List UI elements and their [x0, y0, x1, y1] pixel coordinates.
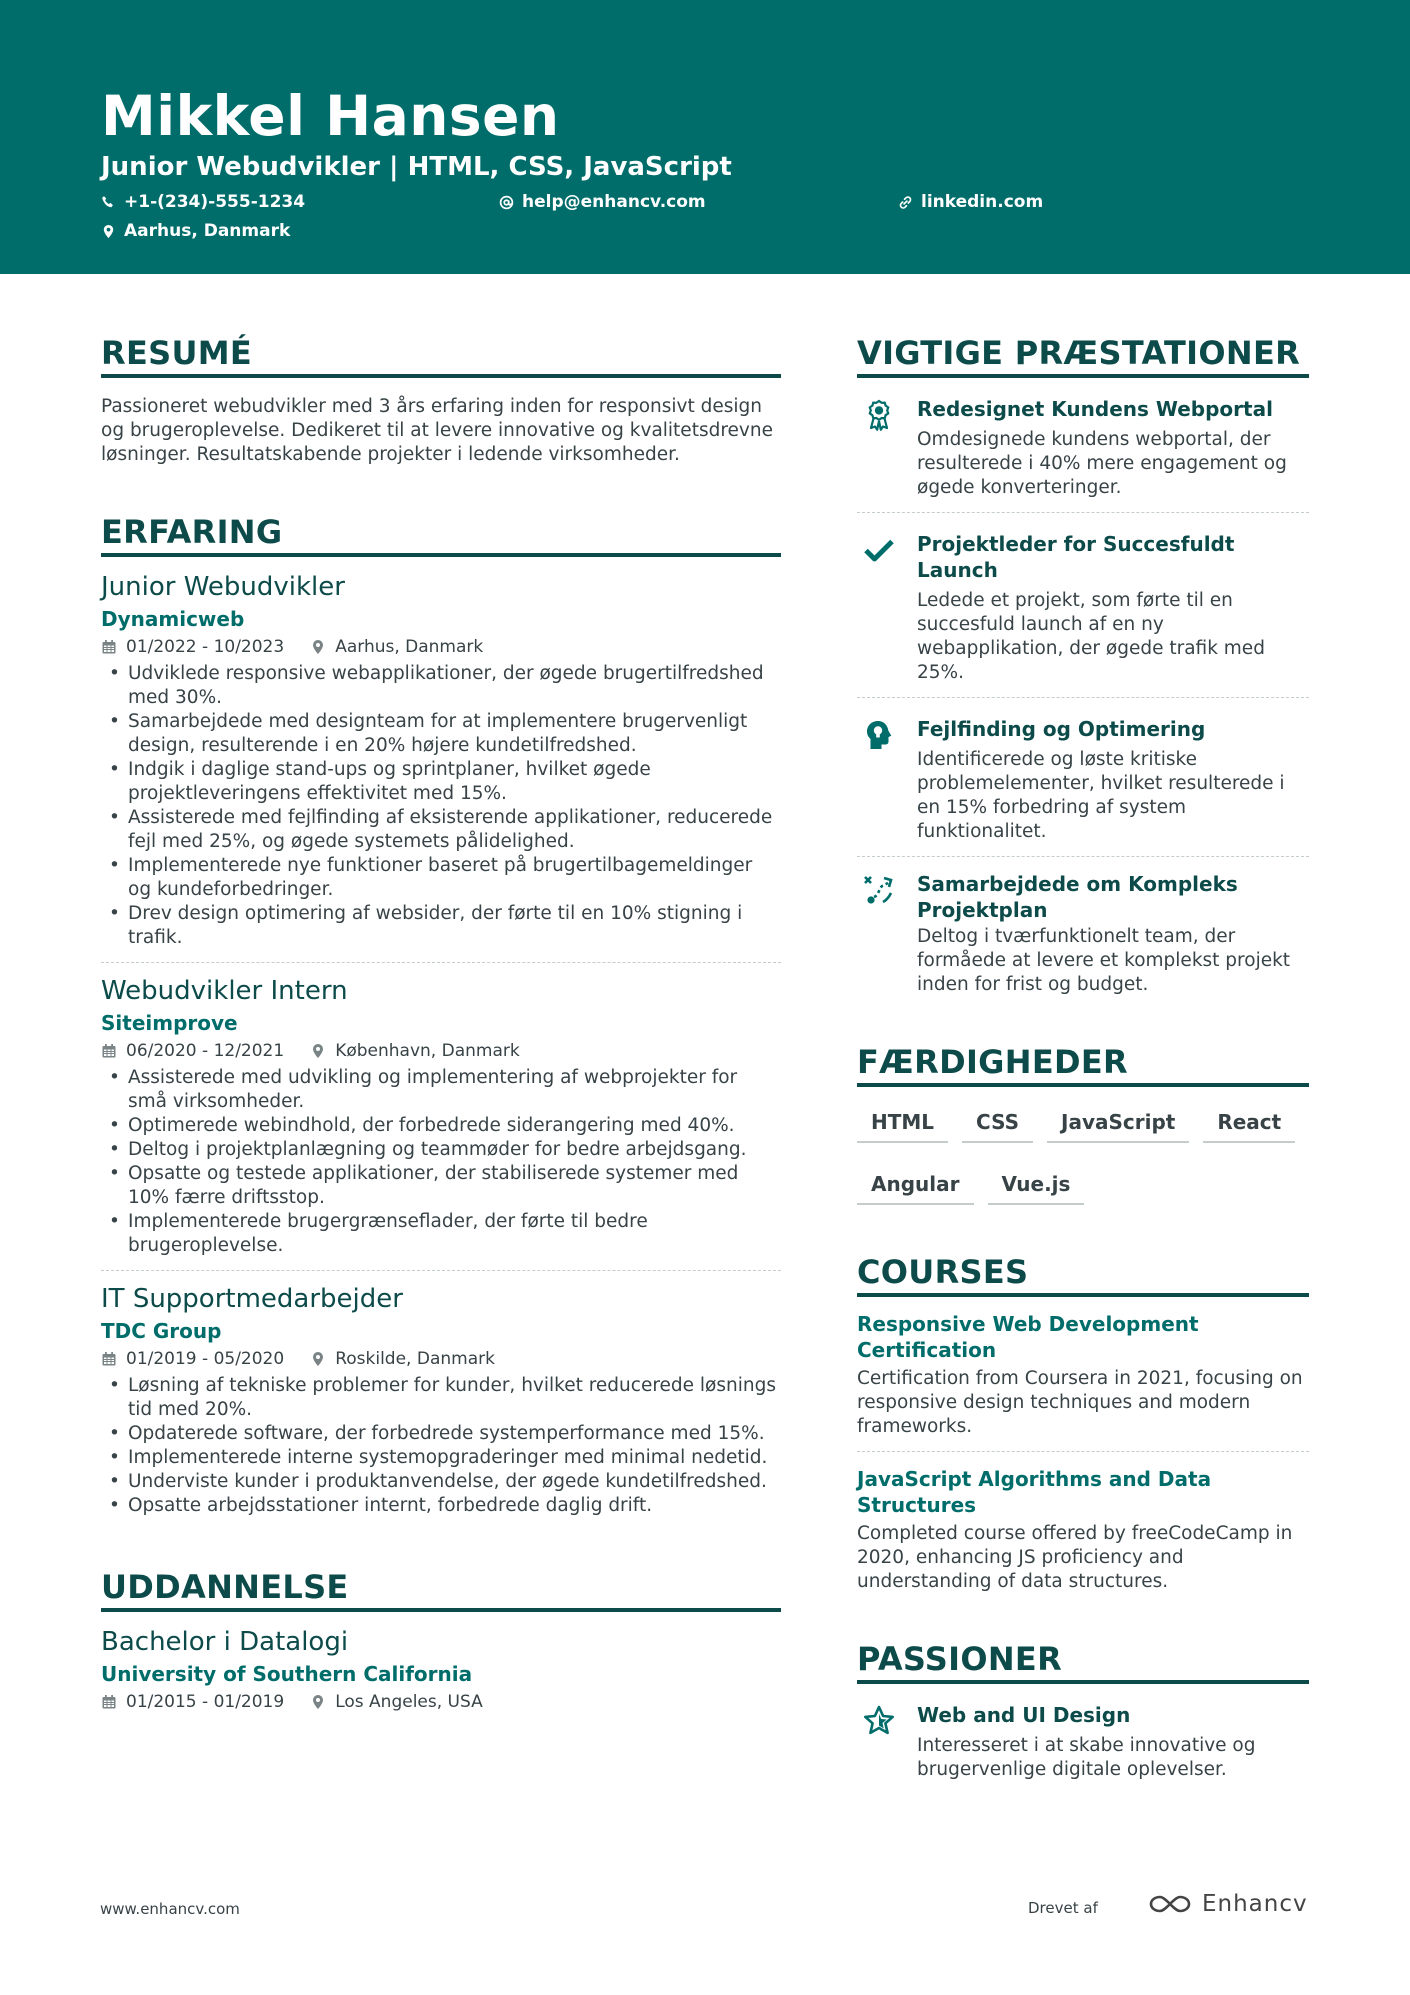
job-bullet: • Implementerede interne systemopgraderinger med minimal nedetid. [101, 1446, 781, 1470]
infinity-logo-icon [1146, 1890, 1194, 1918]
skills-heading: FÆRDIGHEDER [857, 1043, 1309, 1087]
achievement-text: Identificerede og løste kritiske problemelementer, hvilket resulterede i en 15% forbedring af system funktionalitet. [917, 749, 1285, 842]
enhancv-logo[interactable] [1146, 1890, 1308, 1918]
location-pin-icon [310, 1694, 326, 1710]
achievement-text: Deltog i tværfunktionelt team, der formåede at levere et komplekst projekt inden for frist og budget. [917, 926, 1291, 995]
head-lightbulb-icon [862, 718, 896, 752]
right-column [857, 334, 1309, 1782]
left-column [101, 334, 781, 1713]
passion-text: Interesseret i at skabe innovative og brugervenlige digitale oplevelser. [917, 1735, 1256, 1780]
link-icon [898, 195, 913, 210]
education-entry [101, 1626, 781, 1713]
job-bullet: • Deltog i projektplanlægning og teammøder for bedre arbejdsgang. [101, 1138, 781, 1162]
calendar-icon [101, 1351, 117, 1367]
achievement-title: Projektleder for Succesfuldt Launch [917, 532, 1235, 582]
job-bullet: • Opsatte arbejdsstationer internt, forbedrede daglig drift. [101, 1494, 781, 1518]
job-company: TDC Group [101, 1319, 222, 1343]
job-bullet: • Optimerede webindhold, der forbedrede siderangering med 40%. [101, 1114, 781, 1138]
experience-heading: ERFARING [101, 513, 781, 557]
checkmark-icon [862, 533, 896, 567]
education-dates: 01/2015 - 01/2019 [126, 1692, 285, 1712]
job-bullet: • Assisterede med fejlfinding af eksisterende applikationer, reducerede fejl med 25%, og øgede systemets pålidelighed. [101, 806, 781, 854]
course-text: Certification from Coursera in 2021, focusing on responsive design techniques and modern frameworks. [857, 1368, 1303, 1437]
skill-tag: JavaScript [1047, 1109, 1189, 1143]
achievement-text: Ledede et projekt, som førte til en succesfuld launch af en ny webapplikation, der øgede trafik med 25%. [917, 590, 1265, 683]
job-bullet: • Indgik i daglige stand-ups og sprintplaner, hvilket øgede projektleveringens effektivitet med 15%. [101, 758, 781, 806]
contact-phone[interactable] [101, 192, 305, 212]
course-text: Completed course offered by freeCodeCamp in 2020, enhancing JS proficiency and understanding of data structures. [857, 1523, 1293, 1592]
courses-heading: COURSES [857, 1253, 1309, 1297]
job-meta [101, 1348, 781, 1370]
calendar-icon [101, 1043, 117, 1059]
passion-item [857, 1702, 1309, 1782]
achievements-heading: VIGTIGE PRÆSTATIONER [857, 334, 1309, 378]
job-bullet: • Løsning af tekniske problemer for kunder, hvilket reducerede løsnings tid med 20%. [101, 1374, 781, 1422]
job-location: Aarhus, Danmark [335, 637, 484, 657]
skill-tag: Vue.js [988, 1171, 1085, 1205]
job-meta [101, 636, 781, 658]
job-title: Junior Webudvikler [101, 572, 345, 602]
strategy-path-icon [862, 873, 896, 907]
job-bullets [101, 662, 781, 950]
achievement-title: Fejlfinding og Optimering [917, 717, 1206, 741]
achievement-item [857, 531, 1309, 685]
location-pin-icon [310, 639, 326, 655]
star-icon [862, 1704, 896, 1738]
job-bullet: • Implementerede brugergrænseflader, der førte til bedre brugeroplevelse. [101, 1210, 781, 1258]
education-meta [101, 1691, 781, 1713]
job-entry [101, 975, 781, 1258]
divider [857, 856, 1309, 857]
divider [857, 697, 1309, 698]
achievement-item [857, 716, 1309, 844]
phone-text: +1-(234)-555-1234 [124, 192, 306, 212]
email-text: help@enhancv.com [522, 192, 706, 212]
skill-tag: HTML [857, 1109, 948, 1143]
location-pin-icon [310, 1043, 326, 1059]
contact-email[interactable] [499, 192, 706, 212]
job-bullet: • Samarbejdede med designteam for at implementere brugervenligt design, resulterende i en 20% højere kundetilfredshed. [101, 710, 781, 758]
job-location: København, Danmark [335, 1041, 520, 1061]
calendar-icon [101, 1694, 117, 1710]
job-entry [101, 571, 781, 950]
skill-tag: React [1203, 1109, 1295, 1143]
location-text: Aarhus, Danmark [124, 221, 291, 241]
job-dates: 01/2019 - 05/2020 [126, 1349, 285, 1369]
footer-powered-by: Drevet af [1028, 1899, 1098, 1917]
course-item [857, 1466, 1309, 1594]
contact-location [101, 221, 290, 241]
phone-icon [101, 195, 116, 210]
job-company: Siteimprove [101, 1011, 238, 1035]
achievement-item [857, 871, 1309, 997]
passions-heading: PASSIONER [857, 1640, 1309, 1684]
job-bullet: • Underviste kunder i produktanvendelse, der øgede kundetilfredshed. [101, 1470, 781, 1494]
linkedin-text: linkedin.com [921, 192, 1044, 212]
job-bullet: • Udviklede responsive webapplikationer, der øgede brugertilfredshed med 30%. [101, 662, 781, 710]
passion-title: Web and UI Design [917, 1703, 1131, 1727]
job-bullet: • Implementerede nye funktioner baseret på brugertilbagemeldinger og kundeforbedringer. [101, 854, 781, 902]
education-heading: UDDANNELSE [101, 1568, 781, 1612]
job-bullets [101, 1374, 781, 1518]
job-dates: 01/2022 - 10/2023 [126, 637, 285, 657]
brand-name: Enhancv [1202, 1891, 1308, 1917]
course-title: Responsive Web Development Certification [857, 1312, 1199, 1362]
degree-title: Bachelor i Datalogi [101, 1627, 349, 1657]
job-title: Webudvikler Intern [101, 976, 348, 1006]
award-ribbon-icon [862, 398, 896, 432]
job-bullet: • Opsatte og testede applikationer, der stabiliserede systemer med 10% færre driftsstop. [101, 1162, 781, 1210]
job-meta [101, 1040, 781, 1062]
summary-text: Passioneret webudvikler med 3 års erfaring inden for responsivt design og brugeroplevelse. Dedikeret til at levere innovative og kvalitetsdrevne løsninger. Resultatskabende projekter i ledende virksomheder. [101, 396, 773, 465]
divider [857, 1451, 1309, 1452]
skills-list [857, 1109, 1309, 1205]
course-item [857, 1311, 1309, 1439]
course-title: JavaScript Algorithms and Data Structures [857, 1467, 1212, 1517]
divider [101, 1270, 781, 1271]
job-bullet: • Opdaterede software, der forbedrede systemperformance med 15%. [101, 1422, 781, 1446]
achievement-title: Samarbejdede om Kompleks Projektplan [917, 872, 1238, 922]
achievement-text: Omdesignede kundens webportal, der resulterede i 40% mere engagement og øgede konverteringer. [917, 429, 1287, 498]
job-company: Dynamicweb [101, 607, 245, 631]
skill-tag: Angular [857, 1171, 974, 1205]
job-entry [101, 1283, 781, 1518]
calendar-icon [101, 639, 117, 655]
divider [101, 962, 781, 963]
candidate-headline: Junior Webudvikler | HTML, CSS, JavaScript [101, 152, 732, 182]
location-pin-icon [101, 224, 116, 239]
job-bullet: • Assisterede med udvikling og implementering af webprojekter for små virksomheder. [101, 1066, 781, 1114]
job-bullets [101, 1066, 781, 1258]
job-title: IT Supportmedarbejder [101, 1284, 403, 1314]
divider [857, 512, 1309, 513]
job-location: Roskilde, Danmark [335, 1349, 495, 1369]
job-dates: 06/2020 - 12/2021 [126, 1041, 285, 1061]
at-sign-icon [499, 195, 514, 210]
job-bullet: • Drev design optimering af websider, der førte til en 10% stigning i trafik. [101, 902, 781, 950]
summary-heading: RESUMÉ [101, 334, 781, 378]
candidate-name: Mikkel Hansen [101, 84, 560, 148]
achievement-item [857, 396, 1309, 500]
footer-website[interactable]: www.enhancv.com [100, 1900, 240, 1918]
contact-linkedin[interactable] [898, 192, 1043, 212]
resume-header [0, 0, 1410, 274]
skill-tag: CSS [962, 1109, 1033, 1143]
education-location: Los Angeles, USA [335, 1692, 483, 1712]
achievement-title: Redesignet Kundens Webportal [917, 397, 1273, 421]
location-pin-icon [310, 1351, 326, 1367]
school-name: University of Southern California [101, 1662, 473, 1686]
